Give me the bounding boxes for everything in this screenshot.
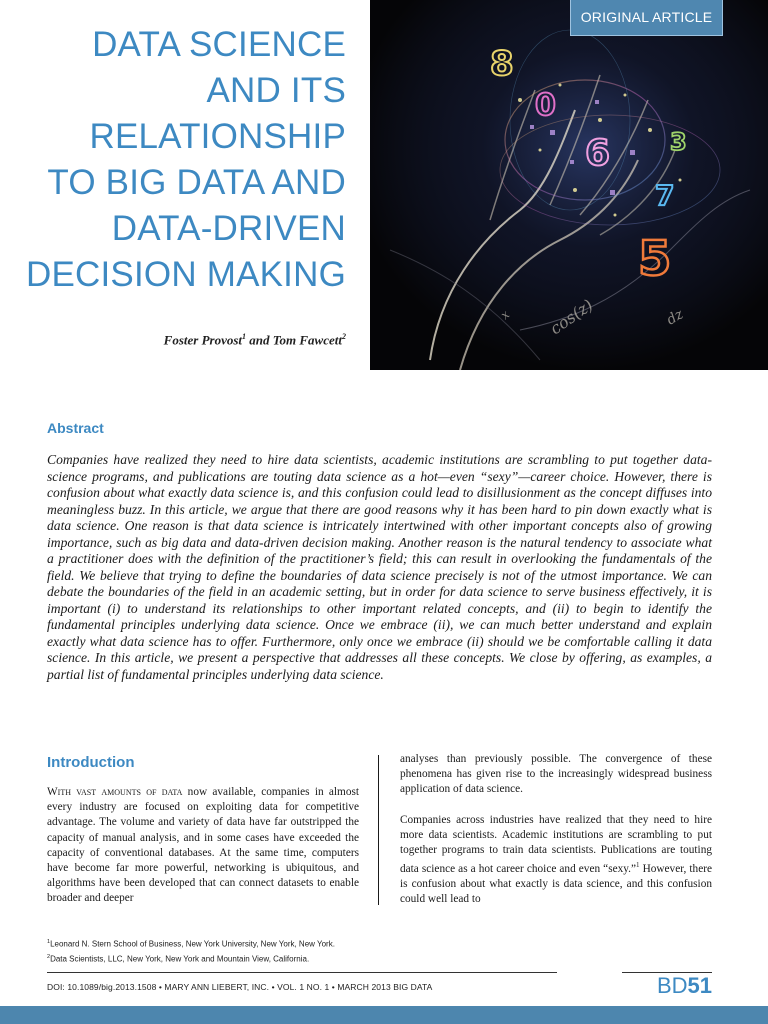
page-prefix: BD xyxy=(656,973,688,998)
author-line xyxy=(26,332,346,348)
abstract-body: Companies have realized they need to hire data scientists, academic institutions are scrambling to put together data-science programs, and publications are touting data science as a hot—even “sexy”—career choice. However, there is confusion about what exactly data science is, and this confusion could lead to disillusionment as the concept diffuses into meaningless buzz. In this article, we argue that there are good reasons why it has been hard to pin down exactly what is data science. One reason is that data science is intricately intertwined with other important concepts also of growing importance, such as big data and data-driven decision making. Another reason is the natural tendency to associate what a practitioner does with the definition of the practitioner’s field; this can result in overlooking the fundamentals of the field. We believe that trying to define the boundaries of data science precisely is not of the utmost importance. We can debate the boundaries of the field in an academic setting, but in order for data science to serve business effectively, it is important (i) to understand its relationships to other important related concepts, and (ii) to begin to identify the fundamental principles underlying data science. Once we embrace (ii), we can much better understand and explain exactly what data science has to offer. Furthermore, only once we embrace (ii) should we be comfortable calling it data science. In this article, we present a perspective that addresses all these concepts. We close by offering, as examples, a partial list of fundamental principles underlying data science. xyxy=(47,452,712,682)
numeral-six: 6 xyxy=(585,133,611,174)
footnote xyxy=(47,951,547,966)
author-name: Tom Fawcett xyxy=(272,332,342,348)
paragraph-text: analyses than previously possible. The convergence of these phenomena has given rise to the increasingly widespread business application of data science. xyxy=(400,753,712,796)
paragraph-text: now available, companies in almost every industry are focused on exploiting data for competitive advantage. The volume and variety of data have far outstripped the capacity of manual analysis, and in some cases have exceeded the capacity of conventional databases. At the same time, computers have become far more powerful, networking is ubiquitous, and algorithms have been developed that can connect datasets to enable broader and deeper xyxy=(47,786,360,905)
formula-text: x xyxy=(497,307,513,323)
introduction-heading: Introduction xyxy=(47,754,135,771)
paragraph-text: However, there is confusion about what exactly is data science, and this confusion could well lead to xyxy=(400,862,712,906)
formula-text: cos(z) xyxy=(546,295,597,339)
title-line: DECISION MAKING xyxy=(26,255,346,294)
page-digits: 51 xyxy=(687,973,712,998)
column-divider xyxy=(378,755,379,905)
numeral-zero: 0 xyxy=(535,88,556,123)
digital-hand-illustration xyxy=(370,0,768,370)
author-name: Foster Provost xyxy=(163,332,243,348)
title-line: AND ITS xyxy=(206,71,346,110)
title-line: RELATIONSHIP xyxy=(89,117,346,156)
abstract-heading: Abstract xyxy=(47,420,104,436)
hero-illustration xyxy=(370,0,768,370)
footnote-text: Leonard N. Stern School of Business, New York University, New York, New York. xyxy=(50,939,335,949)
bottom-color-bar xyxy=(0,1006,768,1024)
lead-in-smallcaps: With vast amounts of data xyxy=(47,786,183,798)
footer-rule xyxy=(47,972,557,973)
citation-marker: 1 xyxy=(636,861,640,870)
author-conjunction: and xyxy=(246,332,273,348)
title-line: DATA-DRIVEN xyxy=(111,209,346,248)
intro-column-left xyxy=(47,785,359,907)
citation-line: DOI: 10.1089/big.2013.1508 • MARY ANN LIEBERT, INC. • VOL. 1 NO. 1 • MARCH 2013 BIG DATA xyxy=(47,982,433,992)
footnote-text: Data Scientists, LLC, New York, New York and Mountain View, California. xyxy=(50,954,310,964)
affiliation-footnotes xyxy=(47,936,547,965)
footnote-marker: 2 xyxy=(47,953,51,960)
affiliation-marker: 1 xyxy=(242,332,247,341)
footnote xyxy=(47,936,547,951)
title-line: DATA SCIENCE xyxy=(92,25,346,64)
affiliation-marker: 2 xyxy=(342,332,346,341)
numeral-three: 3 xyxy=(670,128,687,156)
numeral-seven: 7 xyxy=(655,179,675,212)
paragraph xyxy=(400,813,712,908)
numeral-eight: 8 xyxy=(490,44,514,84)
formula-text: dz xyxy=(664,306,687,329)
paragraph-text: Companies across industries have realized that they need to hire more data scientists. Academic institutions are scrambling to put together programs to train data scientists. Publications are touting data science as a hot career choice and even “sexy.” xyxy=(400,813,712,875)
article-type-badge: ORIGINAL ARTICLE xyxy=(570,0,723,36)
intro-column-right xyxy=(400,752,712,908)
title-line: TO BIG DATA AND xyxy=(47,163,346,202)
article-title xyxy=(20,22,346,298)
numeral-five: 5 xyxy=(638,231,672,287)
footnote-marker: 1 xyxy=(47,939,51,945)
page-number xyxy=(640,973,712,999)
